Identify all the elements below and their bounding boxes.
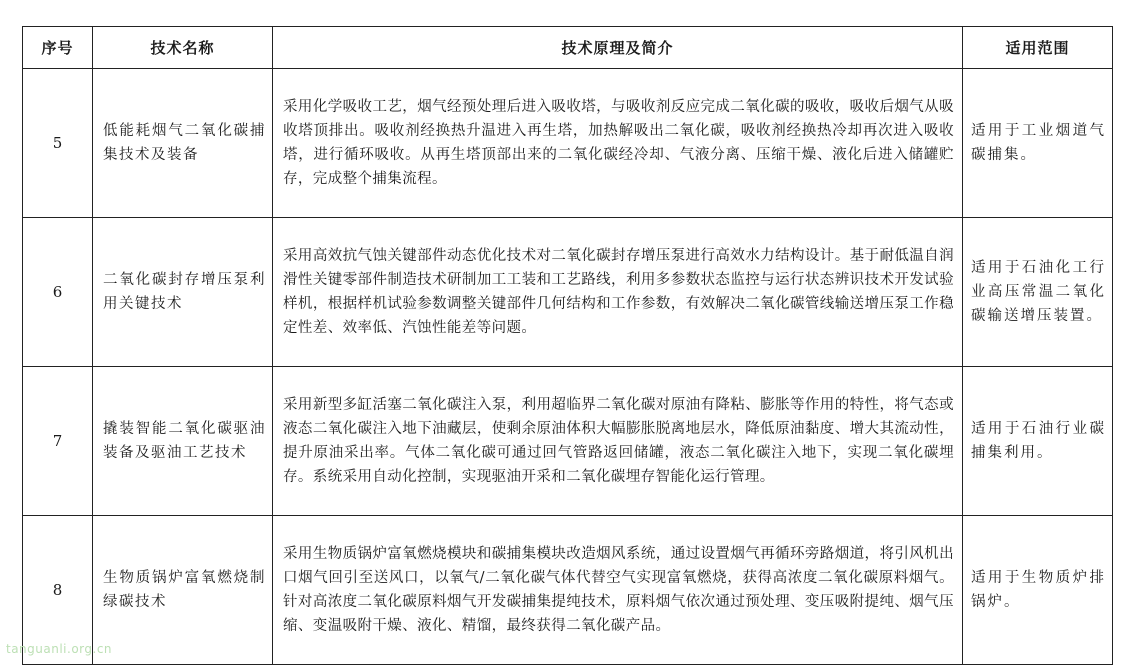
technology-name: 撬装智能二氧化碳驱油装备及驱油工艺技术 bbox=[93, 367, 273, 516]
technology-description: 采用高效抗气蚀关键部件动态优化技术对二氧化碳封存增压泵进行高效水力结构设计。基于耐低温自润滑性关键零部件制造技术研制加工工装和工艺路线，利用多参数状态监控与运行状态辨识技术开发试验样机，根据样机试验参数调整关键部件几何结构和工作参数，有效解决二氧化碳管线输送增压泵工作稳定性差、效率低、汽蚀性能差等问题。 bbox=[273, 218, 963, 367]
technology-name: 二氧化碳封存增压泵利用关键技术 bbox=[93, 218, 273, 367]
technology-table bbox=[22, 26, 1113, 665]
table-row bbox=[23, 69, 1113, 218]
table-row bbox=[23, 367, 1113, 516]
table-row bbox=[23, 516, 1113, 665]
technology-description: 采用化学吸收工艺，烟气经预处理后进入吸收塔，与吸收剂反应完成二氧化碳的吸收，吸收后烟气从吸收塔顶排出。吸收剂经换热升温进入再生塔，加热解吸出二氧化碳，吸收剂经换热冷却再次进入吸收塔，进行循环吸收。从再生塔顶部出来的二氧化碳经冷却、气液分离、压缩干燥、液化后进入储罐贮存，完成整个捕集流程。 bbox=[273, 69, 963, 218]
technology-description: 采用新型多缸活塞二氧化碳注入泵，利用超临界二氧化碳对原油有降粘、膨胀等作用的特性，将气态或液态二氧化碳注入地下油藏层，使剩余原油体积大幅膨胀脱离地层水，降低原油黏度、增大其流动性，提升原油采出率。气体二氧化碳可通过回气管路返回储罐，液态二氧化碳注入地下，实现二氧化碳埋存。系统采用自动化控制，实现驱油开采和二氧化碳埋存智能化运行管理。 bbox=[273, 367, 963, 516]
header-scope: 适用范围 bbox=[963, 27, 1113, 69]
application-scope: 适用于工业烟道气碳捕集。 bbox=[963, 69, 1113, 218]
application-scope: 适用于石油行业碳捕集利用。 bbox=[963, 367, 1113, 516]
application-scope: 适用于生物质炉排锅炉。 bbox=[963, 516, 1113, 665]
row-number: 5 bbox=[23, 69, 93, 218]
technology-name: 低能耗烟气二氧化碳捕集技术及装备 bbox=[93, 69, 273, 218]
row-number: 7 bbox=[23, 367, 93, 516]
header-name: 技术名称 bbox=[93, 27, 273, 69]
technology-name: 生物质锅炉富氧燃烧制绿碳技术 bbox=[93, 516, 273, 665]
technology-table-container bbox=[22, 26, 1112, 665]
header-desc: 技术原理及简介 bbox=[273, 27, 963, 69]
technology-description: 采用生物质锅炉富氧燃烧模块和碳捕集模块改造烟风系统，通过设置烟气再循环旁路烟道，将引风机出口烟气回引至送风口，以氧气/二氧化碳气体代替空气实现富氧燃烧，获得高浓度二氧化碳原料烟气。针对高浓度二氧化碳原料烟气开发碳捕集提纯技术，原料烟气依次通过预处理、变压吸附提纯、烟气压缩、变温吸附干燥、液化、精馏，最终获得二氧化碳产品。 bbox=[273, 516, 963, 665]
application-scope: 适用于石油化工行业高压常温二氧化碳输送增压装置。 bbox=[963, 218, 1113, 367]
watermark-text: tanguanli.org.cn bbox=[6, 642, 113, 656]
table-header-row bbox=[23, 27, 1113, 69]
header-no: 序号 bbox=[23, 27, 93, 69]
row-number: 6 bbox=[23, 218, 93, 367]
row-number: 8 bbox=[23, 516, 93, 665]
table-row bbox=[23, 218, 1113, 367]
